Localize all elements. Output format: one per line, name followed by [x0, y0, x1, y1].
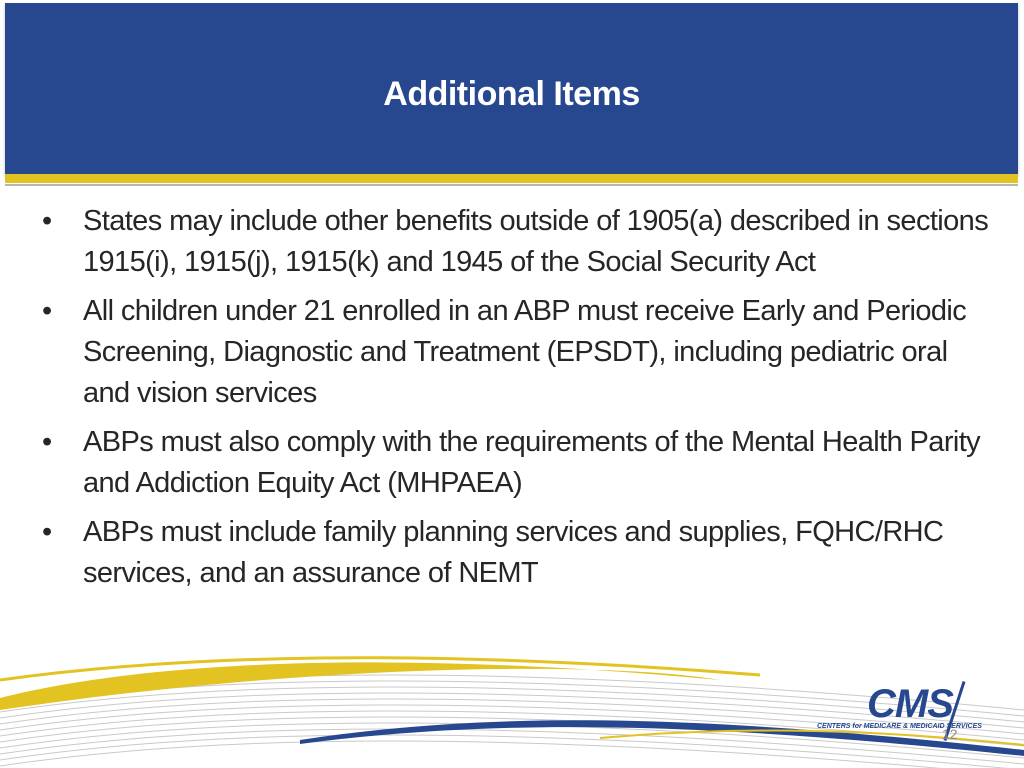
bullet-text: States may include other benefits outside of 1905(a) described in sections 1915(i), 1915(j), 1915(k) and 1945 of the Social Security Act	[83, 205, 989, 278]
divider-line	[5, 184, 1018, 186]
bullet-icon: •	[42, 426, 52, 458]
page-number: 12	[942, 726, 958, 742]
cms-logo-wordmark: CMS	[867, 682, 953, 726]
title-banner	[5, 3, 1018, 174]
bullet-text: All children under 21 enrolled in an ABP must receive Early and Periodic Screening, Diagnostic and Treatment (EPSDT), including pediatric oral and vision services	[83, 295, 967, 409]
bullet-text: ABPs must also comply with the requirements of the Mental Health Parity and Addiction Equity Act (MHPAEA)	[83, 426, 981, 499]
bullet-item	[40, 201, 990, 283]
bullet-list	[40, 201, 990, 602]
bullet-item	[40, 512, 990, 594]
bullet-icon: •	[42, 295, 52, 327]
bullet-icon: •	[42, 205, 52, 237]
gold-accent-bar	[5, 174, 1018, 183]
cms-logo-subtitle: CENTERS for MEDICARE & MEDICAID SERVICES	[817, 723, 982, 730]
slide-title: Additional Items	[383, 75, 640, 113]
bullet-item	[40, 422, 990, 504]
cms-logo	[815, 680, 985, 750]
bullet-item	[40, 291, 990, 414]
bullet-text: ABPs must include family planning services and supplies, FQHC/RHC services, and an assurance of NEMT	[83, 516, 944, 589]
bullet-icon: •	[42, 516, 52, 548]
